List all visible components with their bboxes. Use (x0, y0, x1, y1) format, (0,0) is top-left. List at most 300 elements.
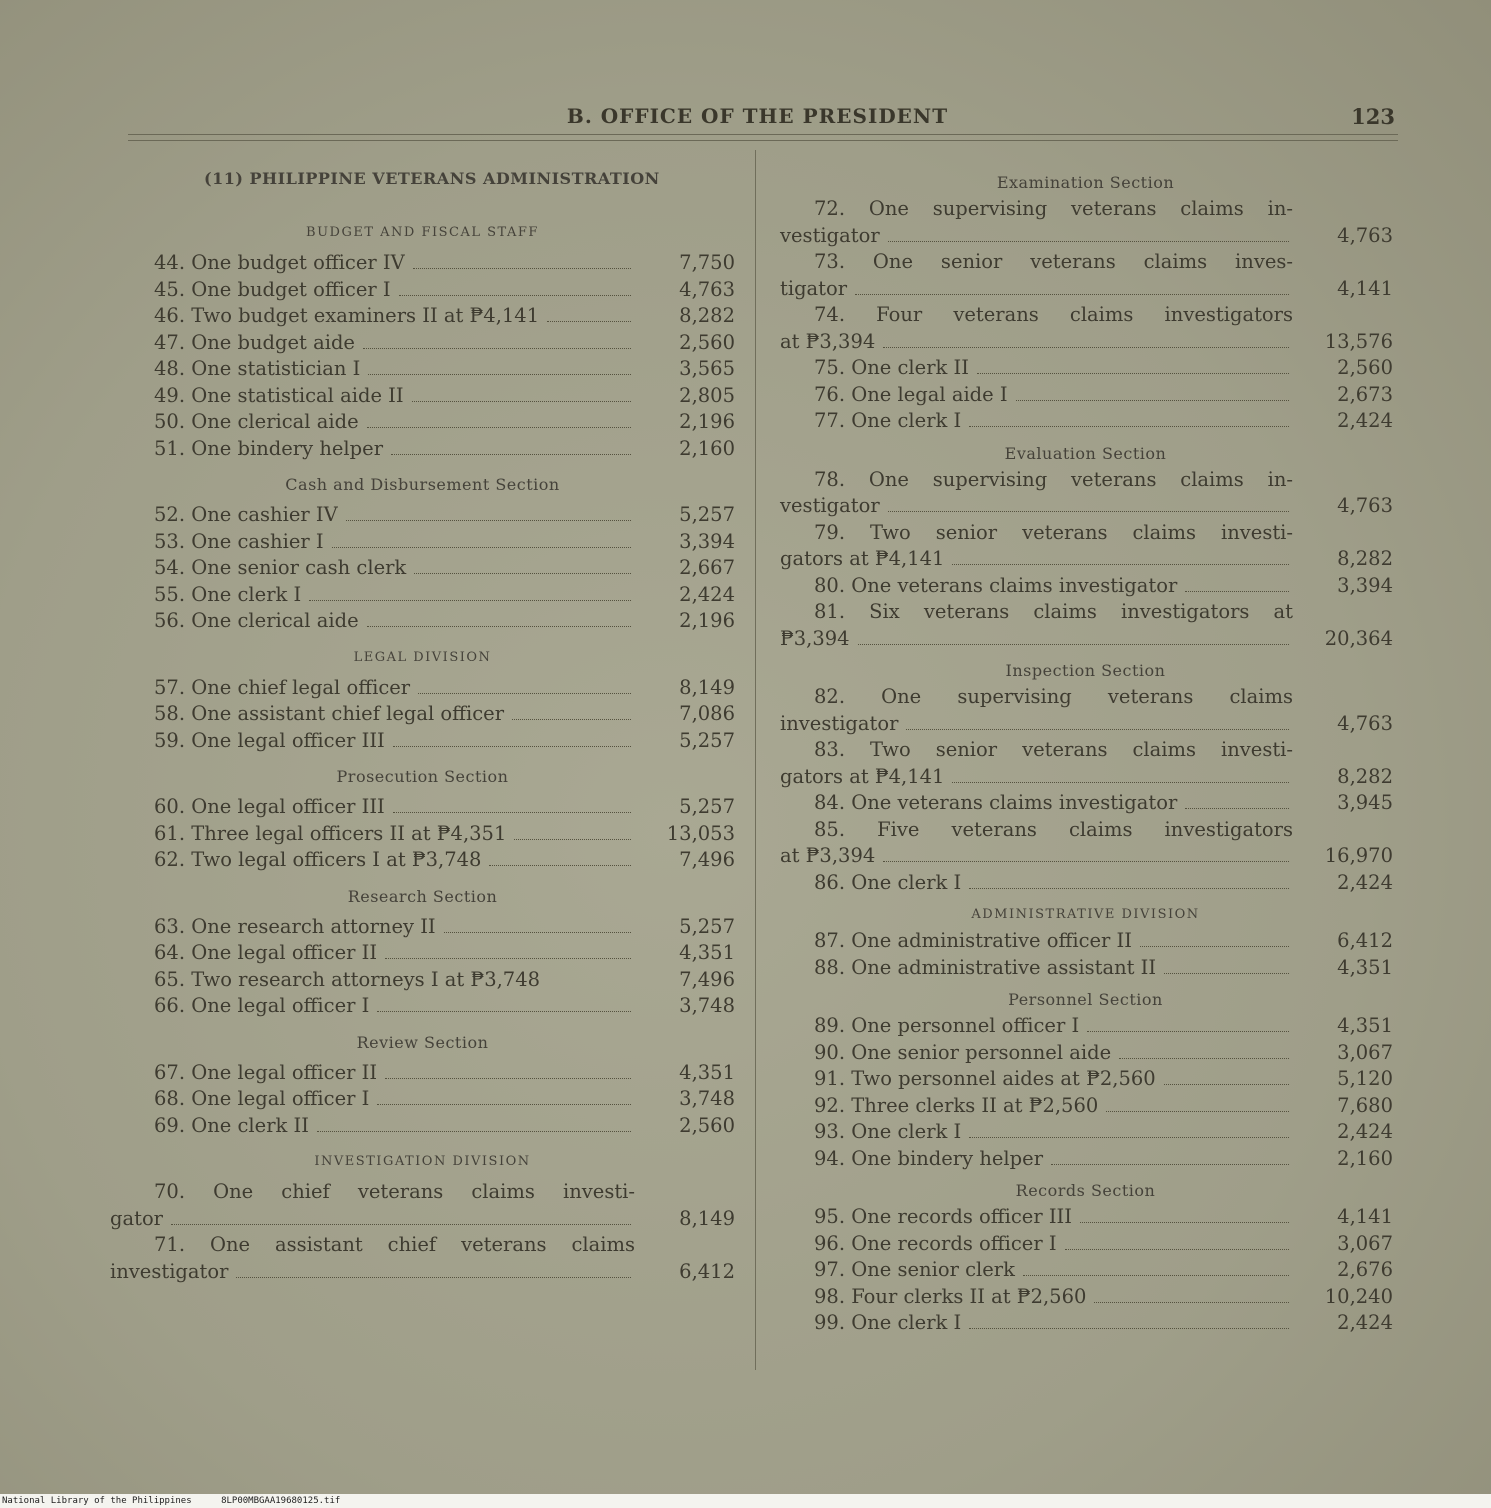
position-description: at ₱3,394 (780, 329, 876, 353)
position-description: 57. One chief legal officer (154, 675, 411, 699)
position-description: 44. One budget officer IV (154, 251, 405, 274)
amount: 5,257 (679, 503, 735, 526)
position-description: 70. One chief veterans claims investi- (154, 1180, 635, 1203)
position-description: 53. One cashier I (154, 529, 324, 553)
position-description: 49. One statistical aide II (154, 383, 404, 407)
position-description: 87. One administrative officer II (814, 929, 1132, 952)
amount: 20,364 (1324, 626, 1393, 650)
amount: 4,763 (1337, 494, 1393, 517)
line-item-text (778, 1310, 1393, 1337)
line-item (778, 408, 1393, 435)
position-description: 71. One assistant chief veterans claims (154, 1233, 635, 1256)
line-item-continuation (778, 626, 1393, 653)
line-item (110, 555, 735, 582)
line-item (110, 914, 735, 941)
page-number: 123 (1351, 104, 1395, 129)
dot-leader (1080, 1221, 1289, 1223)
page-title: B. OFFICE OF THE PRESIDENT (566, 104, 949, 128)
amount: 4,763 (1337, 223, 1393, 247)
line-item-continuation (778, 546, 1393, 573)
position-description: 91. Two personnel aides at ₱2,560 (814, 1067, 1156, 1090)
dot-leader (1106, 1110, 1289, 1112)
amount: 4,763 (1337, 711, 1393, 735)
line-item-text (110, 675, 735, 702)
line-item (778, 573, 1393, 600)
dot-leader (1087, 1030, 1289, 1032)
position-description: 59. One legal officer III (154, 728, 385, 752)
line-item (778, 302, 1393, 355)
dot-leader (1051, 1163, 1289, 1165)
position-description: 55. One clerk I (154, 582, 302, 606)
amount: 3,394 (679, 529, 735, 553)
amount: 2,424 (1337, 870, 1393, 894)
amount: 5,257 (679, 728, 735, 752)
position-description: vestigator (780, 494, 880, 517)
line-item (110, 1232, 735, 1285)
dot-leader (1023, 1274, 1289, 1276)
dot-leader (412, 400, 631, 402)
section-heading: Inspection Section (1005, 661, 1166, 680)
line-item-text (778, 1284, 1393, 1311)
amount: 13,576 (1324, 329, 1393, 353)
dot-leader (367, 426, 631, 428)
line-item-continuation (778, 223, 1393, 250)
line-item (778, 1066, 1393, 1093)
dot-leader (391, 453, 631, 455)
dot-leader (883, 346, 1289, 348)
line-item (110, 303, 735, 330)
line-item (110, 250, 735, 277)
line-item (778, 1231, 1393, 1258)
dot-leader (309, 599, 631, 601)
amount: 5,257 (679, 795, 735, 818)
dot-leader (1164, 972, 1289, 974)
position-description: 69. One clerk II (154, 1113, 309, 1137)
line-item-text (110, 821, 735, 848)
line-item-continuation (778, 843, 1393, 870)
line-item (110, 794, 735, 821)
position-description: 76. One legal aide I (814, 382, 1008, 406)
line-item (778, 382, 1393, 409)
line-item-text (110, 502, 735, 529)
position-description: 56. One clerical aide (154, 609, 359, 632)
position-description: 60. One legal officer III (154, 795, 385, 818)
line-item-text (110, 914, 735, 941)
amount: 2,424 (1337, 1120, 1393, 1143)
line-item-text (778, 520, 1393, 547)
dot-leader (399, 294, 631, 296)
dot-leader (385, 1077, 631, 1079)
line-item-text (778, 382, 1393, 409)
position-description: vestigator (780, 223, 880, 247)
line-item-text (110, 701, 735, 728)
line-item-text (110, 529, 735, 556)
dot-leader (317, 1130, 631, 1132)
line-item (110, 675, 735, 702)
line-item (778, 1093, 1393, 1120)
line-item (778, 1013, 1393, 1040)
line-item-text (778, 737, 1393, 764)
right-column (778, 150, 1393, 1337)
amount: 7,750 (679, 251, 735, 274)
line-item-continuation (778, 276, 1393, 303)
amount: 7,496 (679, 848, 735, 871)
line-item-text (778, 302, 1393, 329)
line-item-text (110, 1232, 735, 1259)
line-item (110, 993, 735, 1020)
line-item-text (778, 599, 1393, 626)
section-heading: Personnel Section (1008, 990, 1163, 1009)
position-description: 79. Two senior veterans claims investi- (814, 520, 1293, 544)
amount: 3,565 (679, 357, 735, 380)
dot-leader (514, 838, 631, 840)
position-description: 77. One clerk I (814, 409, 962, 432)
line-item-continuation (778, 493, 1393, 520)
dot-leader (952, 563, 1289, 565)
line-item (110, 967, 735, 994)
line-item-text (778, 408, 1393, 435)
dot-leader (332, 546, 631, 548)
amount: 3,748 (679, 1087, 735, 1110)
left-column (110, 150, 735, 1285)
position-description: 51. One bindery helper (154, 436, 384, 460)
amount: 3,394 (1337, 573, 1393, 597)
position-description: 80. One veterans claims investigator (814, 573, 1178, 597)
line-item (778, 520, 1393, 573)
line-item (778, 1146, 1393, 1173)
line-item-text (778, 196, 1393, 223)
line-item-text (778, 870, 1393, 897)
line-item-text (110, 1060, 735, 1087)
position-description: 88. One administrative assistant II (814, 955, 1157, 979)
page-header (120, 100, 1395, 130)
position-description: 63. One research attorney II (154, 914, 436, 938)
position-description: 94. One bindery helper (814, 1146, 1044, 1170)
line-item-text (778, 1066, 1393, 1093)
amount: 4,351 (1337, 955, 1393, 979)
line-item (778, 870, 1393, 897)
amount: 4,351 (1337, 1014, 1393, 1037)
dot-leader (1016, 399, 1289, 401)
line-item (778, 249, 1393, 302)
amount: 2,676 (1337, 1258, 1393, 1281)
position-description: 73. One senior veterans claims inves- (814, 250, 1293, 273)
dot-leader (377, 1103, 631, 1105)
line-item-text (778, 928, 1393, 955)
line-item-text (110, 582, 735, 609)
dot-leader (883, 860, 1289, 862)
amount: 5,120 (1337, 1067, 1393, 1090)
position-description: 58. One assistant chief legal officer (154, 702, 505, 725)
amount: 2,424 (679, 582, 735, 606)
line-item-continuation (778, 764, 1393, 791)
line-item (110, 1086, 735, 1113)
line-item (110, 409, 735, 436)
line-item-text (110, 330, 735, 357)
line-item-text (778, 249, 1393, 276)
dot-leader (1094, 1301, 1289, 1303)
amount: 4,351 (679, 941, 735, 964)
dot-leader (1185, 807, 1289, 809)
line-item-text (778, 1093, 1393, 1120)
amount: 2,667 (679, 556, 735, 579)
position-description: 81. Six veterans claims investigators at (814, 600, 1293, 623)
position-description: 93. One clerk I (814, 1120, 962, 1143)
amount: 4,351 (679, 1060, 735, 1084)
dot-leader (346, 519, 631, 521)
position-description: investigator (110, 1259, 229, 1283)
dot-leader (547, 320, 631, 322)
line-item (778, 1310, 1393, 1337)
dot-leader (413, 267, 631, 269)
amount: 16,970 (1324, 844, 1393, 867)
line-item-text (778, 1119, 1393, 1146)
section-heading: (11) PHILIPPINE VETERANS ADMINISTRATION (204, 169, 660, 188)
line-item (110, 728, 735, 755)
line-item (778, 1284, 1393, 1311)
amount: 5,257 (679, 914, 735, 938)
section-heading: Evaluation Section (1004, 443, 1167, 463)
position-description: 84. One veterans claims investigator (814, 791, 1178, 814)
dot-leader (969, 425, 1289, 427)
line-item-text (110, 303, 735, 330)
dot-leader (906, 728, 1289, 730)
line-item (778, 684, 1393, 737)
line-item-text (110, 1179, 735, 1206)
line-item (778, 1257, 1393, 1284)
line-item-text (778, 355, 1393, 382)
line-item-text (778, 1040, 1393, 1067)
dot-leader (1164, 1083, 1289, 1085)
line-item (110, 1113, 735, 1140)
position-description: 97. One senior clerk (814, 1258, 1015, 1281)
amount: 2,560 (679, 330, 735, 354)
amount: 8,149 (679, 1206, 735, 1230)
line-item (778, 196, 1393, 249)
position-description: 47. One budget aide (154, 330, 355, 354)
line-item-text (110, 794, 735, 821)
dot-leader (1140, 945, 1289, 947)
position-description: 61. Three legal officers II at ₱4,351 (154, 821, 507, 845)
line-item-text (110, 940, 735, 967)
amount: 8,149 (679, 675, 735, 699)
dot-leader (969, 1327, 1289, 1329)
position-description: 54. One senior cash clerk (154, 556, 407, 579)
line-item-text (778, 817, 1393, 844)
line-item (778, 467, 1393, 520)
amount: 2,196 (679, 410, 735, 433)
section-heading: BUDGET AND FISCAL STAFF (306, 225, 539, 240)
line-item-text (110, 409, 735, 436)
amount: 2,805 (679, 383, 735, 407)
dot-leader (888, 510, 1289, 512)
position-description: 52. One cashier IV (154, 503, 338, 526)
position-description: 50. One clerical aide (154, 410, 359, 433)
amount: 7,680 (1337, 1093, 1393, 1117)
section-heading: Research Section (347, 886, 498, 906)
line-item-text (110, 847, 735, 874)
dot-leader (1065, 1248, 1289, 1250)
line-item-text (110, 1113, 735, 1140)
line-item-text (778, 955, 1393, 982)
line-item (110, 701, 735, 728)
line-item-text (110, 555, 735, 582)
line-item-text (778, 1146, 1393, 1173)
amount: 8,282 (1337, 764, 1393, 788)
dot-leader (368, 373, 631, 375)
line-item-continuation (110, 1206, 735, 1233)
line-item-text (110, 250, 735, 277)
dot-leader (1119, 1057, 1289, 1059)
line-item (110, 821, 735, 848)
position-description: 78. One supervising veterans claims in- (814, 467, 1293, 491)
line-item (110, 330, 735, 357)
position-description: 85. Five veterans claims investigators (814, 817, 1293, 841)
line-item (110, 608, 735, 635)
dot-leader (858, 643, 1289, 645)
amount: 13,053 (666, 821, 735, 845)
line-item-text (778, 573, 1393, 600)
dot-leader (377, 1010, 631, 1012)
amount: 3,067 (1337, 1040, 1393, 1064)
position-description: 90. One senior personnel aide (814, 1040, 1112, 1064)
line-item (110, 502, 735, 529)
position-description: 75. One clerk II (814, 356, 969, 379)
line-item-text (778, 1257, 1393, 1284)
header-rule-bottom (128, 140, 1398, 141)
amount: 2,560 (679, 1113, 735, 1137)
section-heading: Review Section (356, 1032, 489, 1052)
line-item-text (110, 993, 735, 1020)
line-item-text (110, 728, 735, 755)
amount: 2,673 (1337, 382, 1393, 406)
line-item-text (110, 967, 735, 994)
position-description: 82. One supervising veterans claims (814, 685, 1293, 708)
amount: 3,067 (1337, 1231, 1393, 1255)
position-description: 74. Four veterans claims investigators (814, 303, 1293, 326)
dot-leader (418, 692, 631, 694)
amount: 6,412 (1337, 929, 1393, 952)
amount: 10,240 (1324, 1284, 1393, 1308)
line-item-text (778, 467, 1393, 494)
line-item (110, 529, 735, 556)
header-rule-top (128, 134, 1398, 135)
line-item (110, 940, 735, 967)
line-item (778, 817, 1393, 870)
dot-leader (444, 931, 631, 933)
position-description: 64. One legal officer II (154, 941, 378, 964)
line-item-text (110, 1086, 735, 1113)
line-item-text (778, 790, 1393, 817)
position-description: 92. Three clerks II at ₱2,560 (814, 1093, 1099, 1117)
line-item-continuation (778, 329, 1393, 356)
amount: 7,496 (679, 967, 735, 991)
amount: 2,560 (1337, 356, 1393, 379)
amount: 2,424 (1337, 1311, 1393, 1334)
line-item (778, 1119, 1393, 1146)
dot-leader (367, 625, 631, 627)
line-item-continuation (110, 1259, 735, 1286)
amount: 7,086 (679, 702, 735, 725)
position-description: 98. Four clerks II at ₱2,560 (814, 1284, 1087, 1308)
amount: 2,196 (679, 609, 735, 632)
amount: 2,160 (679, 436, 735, 460)
footer-library: National Library of the Philippines (2, 1496, 192, 1506)
dot-leader (385, 957, 631, 959)
position-description: 72. One supervising veterans claims in- (814, 197, 1293, 220)
position-description: 65. Two research attorneys I at ₱3,748 (154, 967, 541, 991)
position-description: gators at ₱4,141 (780, 764, 945, 788)
dot-leader (414, 572, 631, 574)
line-item (778, 1040, 1393, 1067)
dot-leader (171, 1223, 631, 1225)
position-description: 68. One legal officer I (154, 1087, 370, 1110)
line-item-continuation (778, 711, 1393, 738)
section-heading: Prosecution Section (336, 767, 509, 786)
dot-leader (855, 293, 1289, 295)
amount: 4,141 (1337, 1205, 1393, 1228)
line-item-text (110, 608, 735, 635)
position-description: 67. One legal officer II (154, 1060, 378, 1084)
line-item (778, 1204, 1393, 1231)
position-description: 96. One records officer I (814, 1231, 1057, 1255)
position-description: 99. One clerk I (814, 1311, 962, 1334)
position-description: 45. One budget officer I (154, 277, 391, 301)
line-item-text (778, 684, 1393, 711)
line-item (110, 1179, 735, 1232)
section-heading: LEGAL DIVISION (353, 649, 492, 665)
line-item (778, 355, 1393, 382)
line-item-text (110, 356, 735, 383)
line-item-text (110, 436, 735, 463)
amount: 8,282 (1337, 547, 1393, 570)
line-item-text (110, 277, 735, 304)
amount: 4,141 (1337, 276, 1393, 300)
position-description: investigator (780, 711, 899, 735)
line-item (778, 955, 1393, 982)
column-divider (755, 150, 756, 1370)
dot-leader (969, 1136, 1289, 1138)
amount: 2,160 (1337, 1146, 1393, 1170)
line-item (110, 436, 735, 463)
line-item (110, 847, 735, 874)
amount: 3,945 (1337, 791, 1393, 814)
scan-footer (0, 1494, 1491, 1508)
line-item-text (778, 1013, 1393, 1040)
section-heading: Records Section (1015, 1181, 1156, 1200)
amount: 3,748 (679, 994, 735, 1017)
dot-leader (1185, 590, 1289, 592)
line-item-text (778, 1204, 1393, 1231)
line-item (778, 599, 1393, 652)
position-description: ₱3,394 (780, 626, 850, 650)
dot-leader (363, 347, 631, 349)
dot-leader (236, 1276, 631, 1278)
dot-leader (393, 745, 631, 747)
position-description: 89. One personnel officer I (814, 1014, 1080, 1037)
amount: 6,412 (679, 1259, 735, 1283)
position-description: 95. One records officer III (814, 1205, 1072, 1228)
section-heading: Examination Section (996, 173, 1175, 192)
line-item (110, 277, 735, 304)
line-item (110, 383, 735, 410)
dot-leader (969, 887, 1289, 889)
dot-leader (393, 811, 631, 813)
amount: 2,424 (1337, 409, 1393, 432)
dot-leader (952, 781, 1289, 783)
line-item (110, 356, 735, 383)
position-description: 62. Two legal officers I at ₱3,748 (154, 848, 482, 871)
